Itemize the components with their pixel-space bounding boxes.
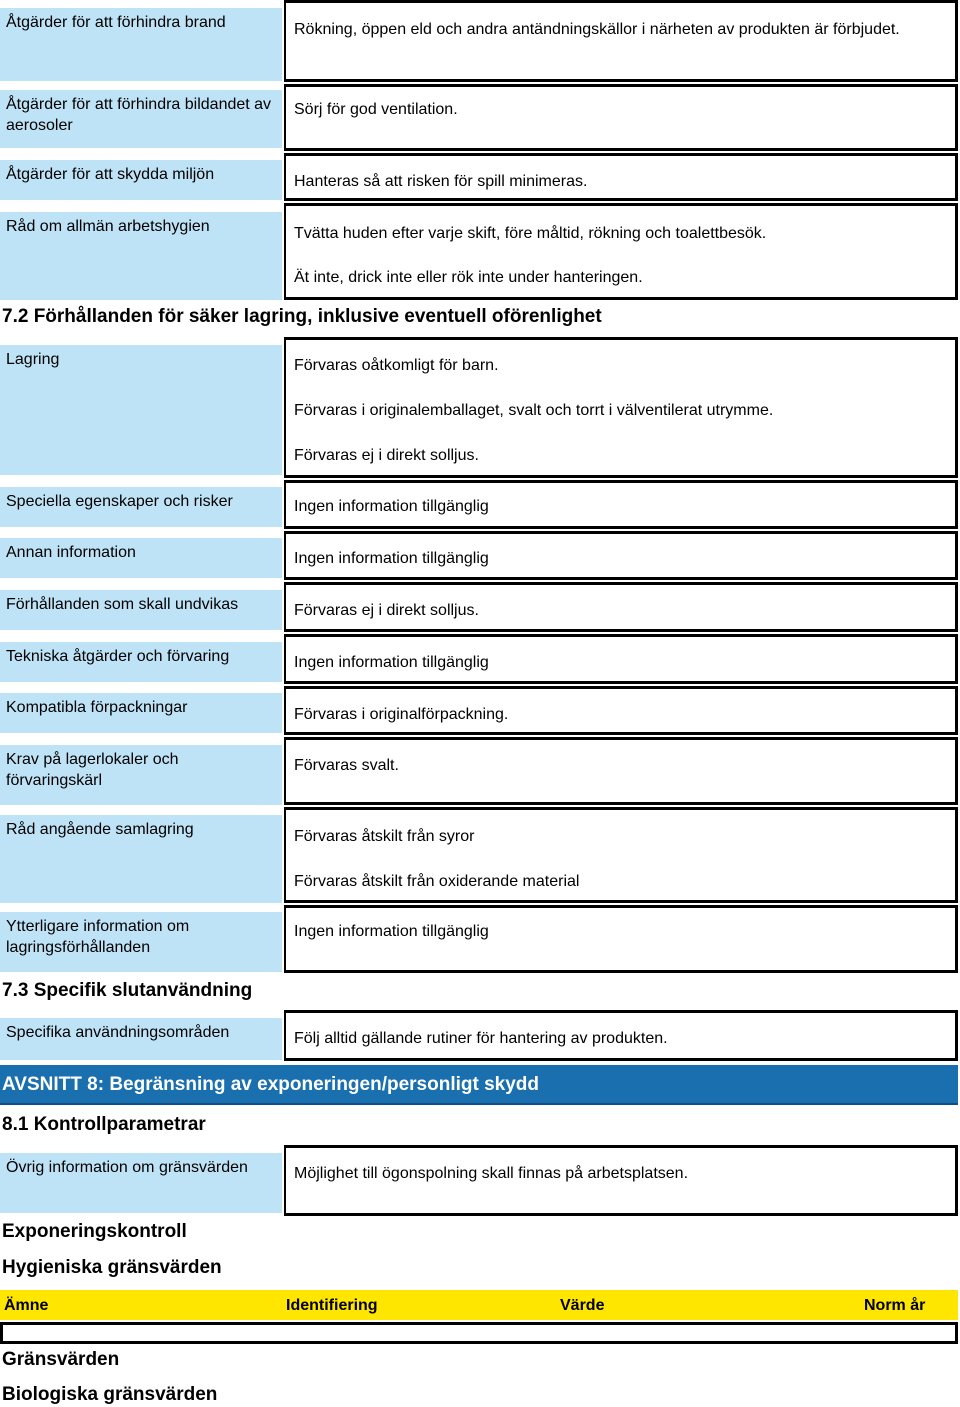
- limits-table-header: [0, 1290, 958, 1320]
- limit-values-heading: Gränsvärden: [2, 1349, 120, 1370]
- column-header-substance: Ämne: [4, 1297, 49, 1314]
- value-text: Förvaras i originalförpackning.: [294, 706, 509, 723]
- value-text: Ingen information tillgänglig: [294, 923, 489, 940]
- value-text: Tvätta huden efter varje skift, före måltid, rökning och toalettbesök.: [294, 225, 767, 242]
- label-technical-measures: Tekniska åtgärder och förvaring: [0, 642, 282, 682]
- value-text: Ingen information tillgänglig: [294, 550, 489, 567]
- value-text: Förvaras åtskilt från syror: [294, 828, 475, 845]
- section-8-header: AVSNITT 8: Begränsning av exponeringen/personligt skydd: [0, 1065, 958, 1105]
- value-text: Förvaras åtskilt från oxiderande material: [294, 873, 580, 890]
- value-fire-prevention: [284, 0, 958, 82]
- value-text: Hanteras så att risken för spill minimeras.: [294, 173, 588, 190]
- value-text: Ät inte, drick inte eller rök inte under hanteringen.: [294, 269, 643, 286]
- value-storage-requirements: [284, 737, 958, 805]
- value-text: Följ alltid gällande rutiner för hantering av produkten.: [294, 1030, 668, 1047]
- value-work-hygiene: [284, 203, 958, 300]
- label-additional-storage-info: Ytterligare information om lagringsförhållanden: [0, 912, 282, 972]
- label-other-information: Annan information: [0, 538, 282, 578]
- value-special-properties: [284, 480, 958, 529]
- label-fire-prevention: Åtgärder för att förhindra brand: [0, 8, 282, 81]
- value-text: Rökning, öppen eld och andra antändningskällor i närheten av produkten är förbjudet.: [294, 21, 900, 38]
- value-text: Sörj för god ventilation.: [294, 101, 458, 118]
- label-special-properties: Speciella egenskaper och risker: [0, 487, 282, 527]
- value-limit-info: [284, 1145, 958, 1216]
- value-text: Förvaras svalt.: [294, 757, 399, 774]
- label-environment-protection: Åtgärder för att skydda miljön: [0, 160, 282, 200]
- column-header-value: Värde: [560, 1297, 605, 1314]
- label-compatible-packaging: Kompatibla förpackningar: [0, 693, 282, 733]
- value-text: Ingen information tillgänglig: [294, 498, 489, 515]
- value-specific-uses: [284, 1010, 958, 1061]
- value-compatible-packaging: [284, 686, 958, 735]
- limits-table-empty-row: [0, 1322, 958, 1344]
- section-8-1-heading: 8.1 Kontrollparametrar: [2, 1114, 206, 1135]
- label-aerosol-prevention: Åtgärder för att förhindra bildandet av aerosoler: [0, 90, 282, 148]
- value-environment-protection: [284, 153, 958, 201]
- value-co-storage-advice: [284, 807, 958, 903]
- biological-limits-heading: Biologiska gränsvärden: [2, 1384, 218, 1405]
- label-work-hygiene: Råd om allmän arbetshygien: [0, 212, 282, 300]
- hygiene-limits-heading: Hygieniska gränsvärden: [2, 1257, 222, 1278]
- value-text: Förvaras ej i direkt solljus.: [294, 602, 479, 619]
- value-additional-storage-info: [284, 905, 958, 973]
- section-7-3-heading: 7.3 Specifik slutanvändning: [2, 980, 253, 1001]
- label-conditions-to-avoid: Förhållanden som skall undvikas: [0, 590, 282, 630]
- value-storage: [284, 337, 958, 478]
- column-header-norm-year: Norm år: [864, 1297, 926, 1314]
- value-technical-measures: [284, 634, 958, 684]
- label-storage-requirements: Krav på lagerlokaler och förvaringskärl: [0, 745, 282, 805]
- label-storage: Lagring: [0, 345, 282, 475]
- value-text: Ingen information tillgänglig: [294, 654, 489, 671]
- exposure-control-heading: Exponeringskontroll: [2, 1221, 187, 1242]
- value-other-information: [284, 531, 958, 580]
- section-7-2-heading: 7.2 Förhållanden för säker lagring, inklusive eventuell oförenlighet: [2, 306, 602, 327]
- value-text: Möjlighet till ögonspolning skall finnas på arbetsplatsen.: [294, 1165, 689, 1182]
- label-limit-info: Övrig information om gränsvärden: [0, 1153, 282, 1213]
- label-specific-uses: Specifika användningsområden: [0, 1018, 282, 1060]
- value-text: Förvaras ej i direkt solljus.: [294, 447, 479, 464]
- value-conditions-to-avoid: [284, 582, 958, 632]
- value-aerosol-prevention: [284, 84, 958, 151]
- value-text: Förvaras i originalemballaget, svalt och torrt i välventilerat utrymme.: [294, 402, 774, 419]
- column-header-identification: Identifiering: [286, 1297, 378, 1314]
- label-co-storage-advice: Råd angående samlagring: [0, 815, 282, 903]
- value-text: Förvaras oåtkomligt för barn.: [294, 357, 499, 374]
